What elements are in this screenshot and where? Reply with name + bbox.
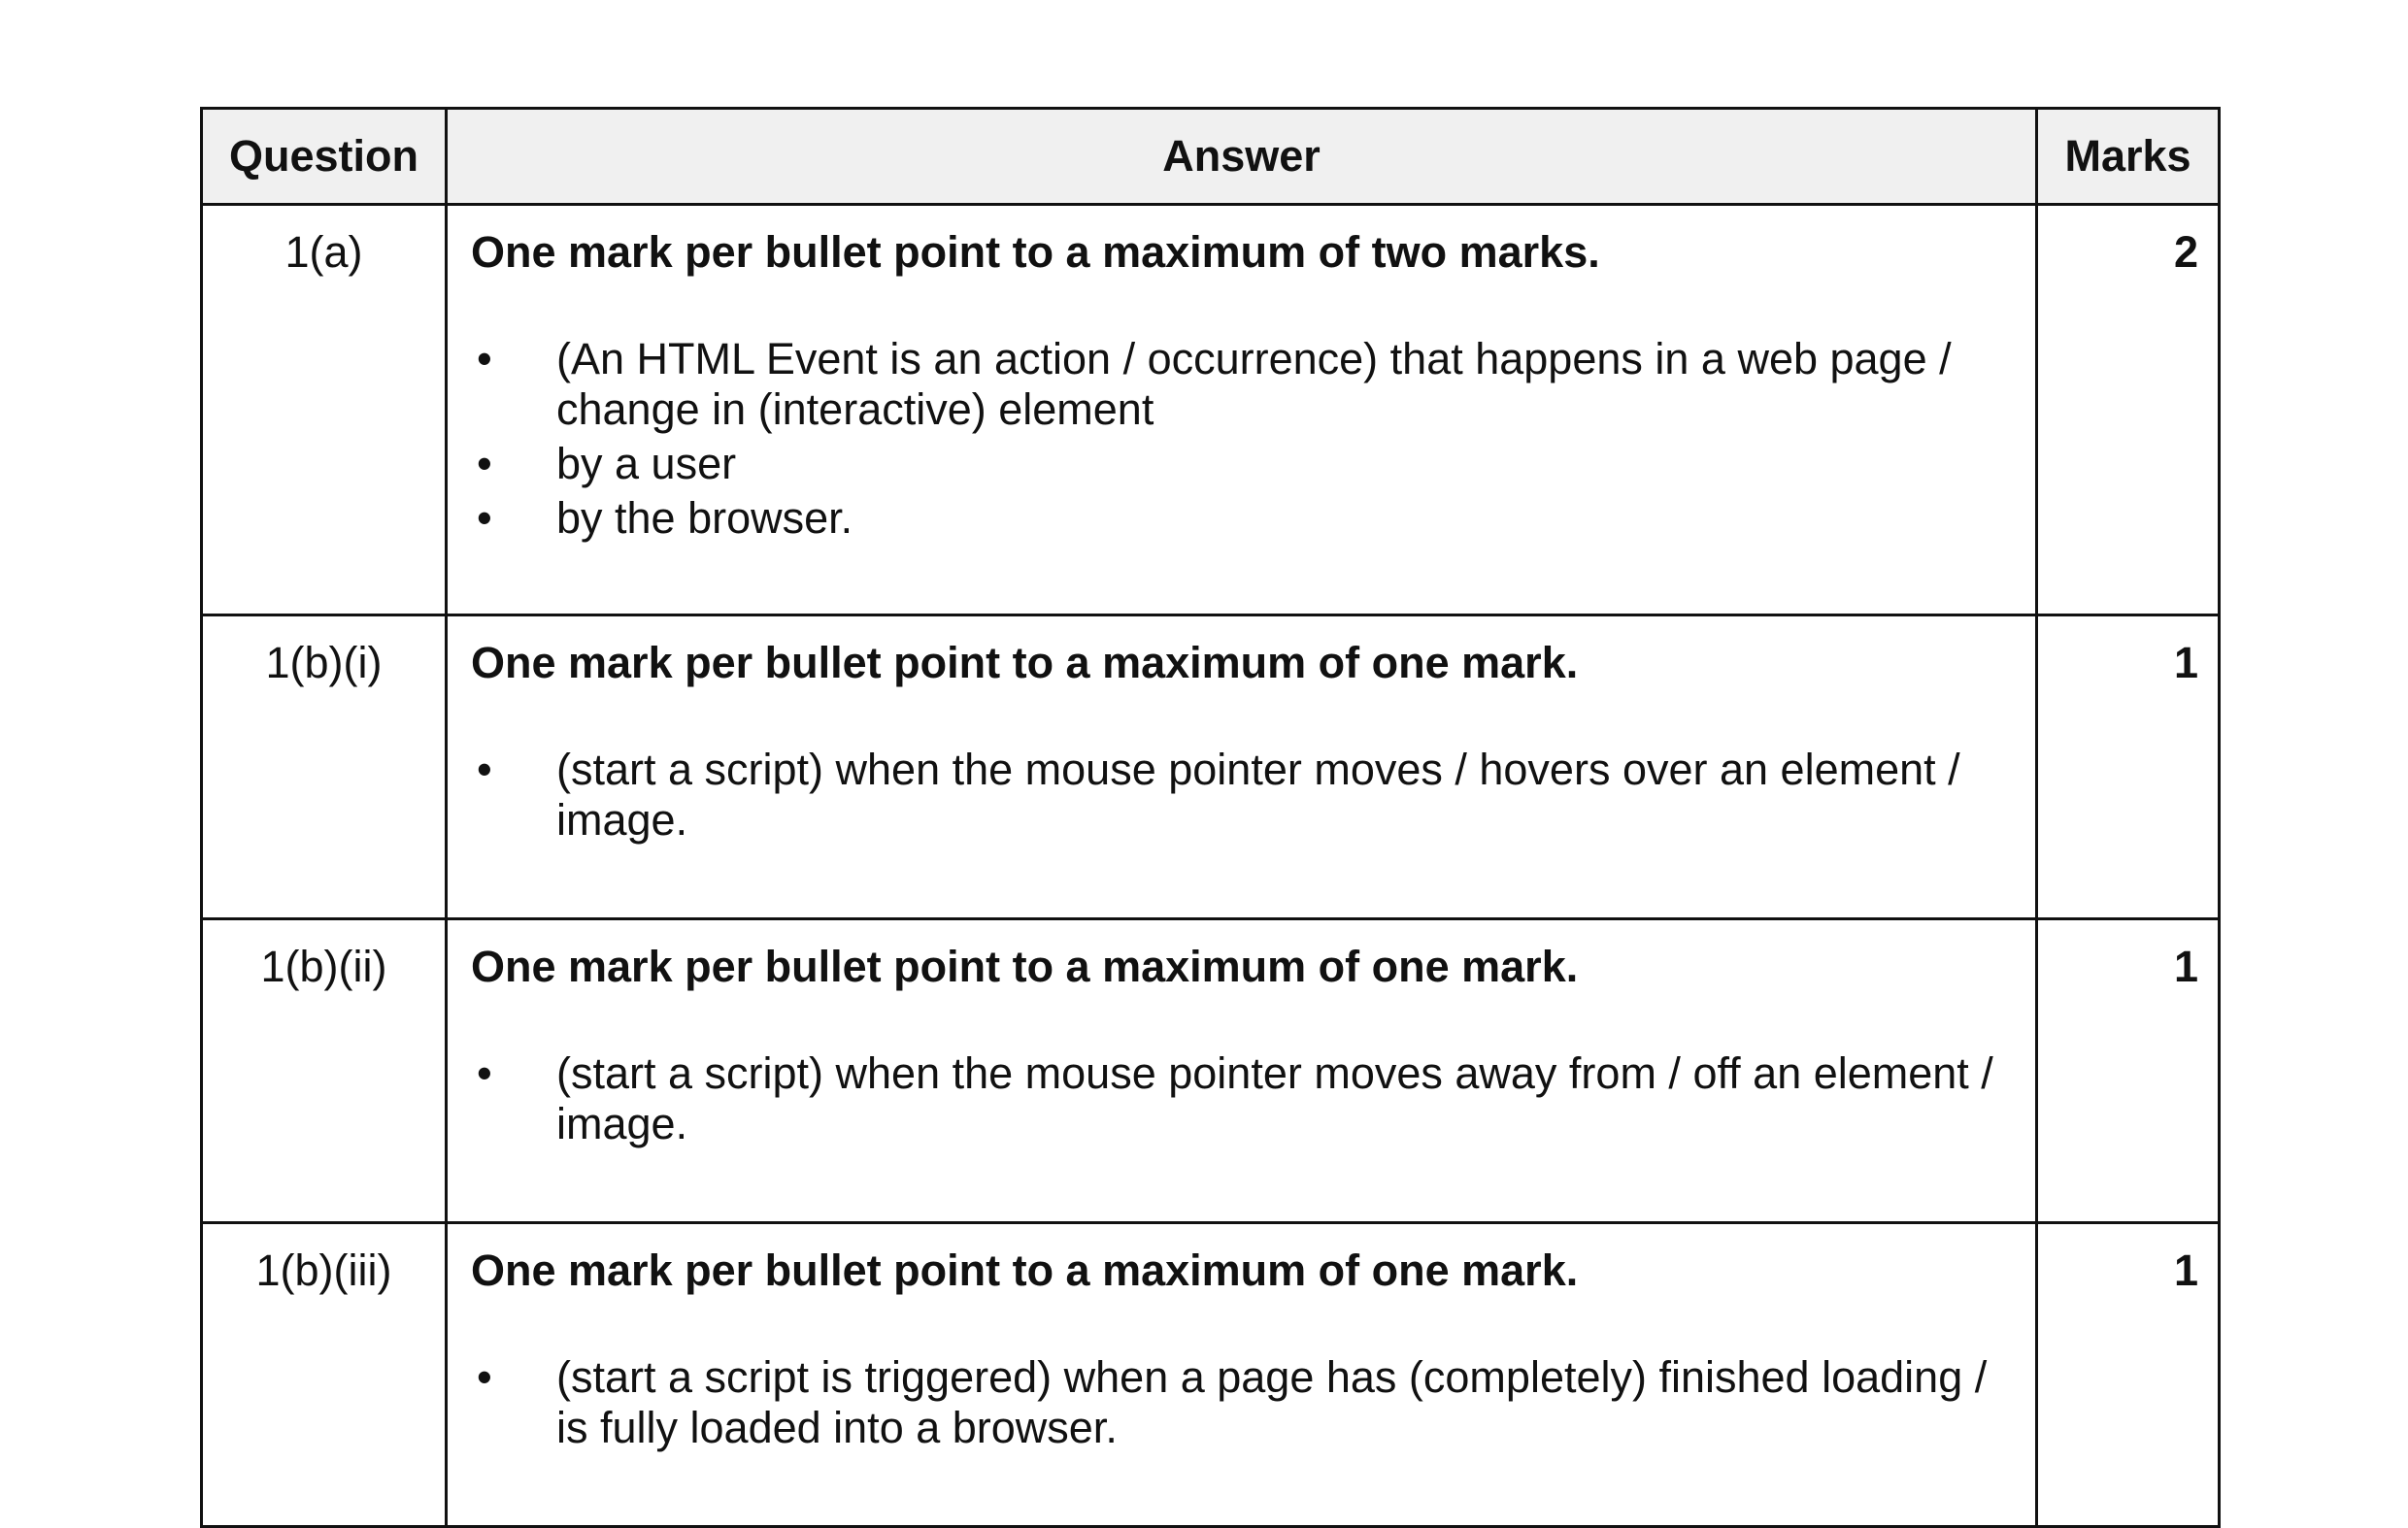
- marks-value: 1: [2037, 615, 2220, 919]
- answer-cell: [447, 1223, 2037, 1527]
- bullet-item: [471, 1048, 2012, 1149]
- bullet-item: [471, 334, 2012, 435]
- bullet-list: [471, 745, 2012, 846]
- answer-lead: One mark per bullet point to a maximum of two marks.: [471, 227, 1600, 277]
- bullet-list: [471, 1048, 2012, 1149]
- question-number: 1(b)(iii): [202, 1223, 447, 1527]
- table-row: [202, 205, 2220, 615]
- answer-lead: One mark per bullet point to a maximum of one mark.: [471, 1246, 1579, 1295]
- header-question: Question: [202, 109, 447, 205]
- table-row: [202, 615, 2220, 919]
- bullet-icon: •: [477, 439, 492, 488]
- marks-value: 1: [2037, 919, 2220, 1223]
- answer-cell: [447, 615, 2037, 919]
- bullet-icon: •: [477, 745, 492, 794]
- header-marks: Marks: [2037, 109, 2220, 205]
- bullet-list: [471, 334, 2012, 544]
- bullet-text: by a user: [556, 439, 737, 488]
- answer-cell: [447, 919, 2037, 1223]
- bullet-text: (start a script) when the mouse pointer moves / hovers over an element / image.: [556, 745, 1960, 845]
- bullet-text: (An HTML Event is an action / occurrence) that happens in a web page / change in (interactive) element: [556, 334, 1952, 434]
- bullet-icon: •: [477, 493, 492, 543]
- mark-scheme-table: [200, 107, 2221, 1528]
- bullet-item: [471, 439, 2012, 489]
- question-number: 1(b)(ii): [202, 919, 447, 1223]
- answer-cell: [447, 205, 2037, 615]
- bullet-text: by the browser.: [556, 493, 853, 543]
- bullet-icon: •: [477, 1352, 492, 1402]
- header-row: [202, 109, 2220, 205]
- bullet-text: (start a script) when the mouse pointer moves away from / off an element / image.: [556, 1048, 1993, 1148]
- bullet-list: [471, 1352, 2012, 1453]
- bullet-icon: •: [477, 334, 492, 383]
- bullet-item: [471, 1352, 2012, 1453]
- header-answer: Answer: [447, 109, 2037, 205]
- marks-value: 2: [2037, 205, 2220, 615]
- bullet-icon: •: [477, 1048, 492, 1098]
- table-row: [202, 1223, 2220, 1527]
- answer-lead: One mark per bullet point to a maximum of one mark.: [471, 942, 1579, 991]
- table-row: [202, 919, 2220, 1223]
- question-number: 1(a): [202, 205, 447, 615]
- bullet-item: [471, 493, 2012, 544]
- question-number: 1(b)(i): [202, 615, 447, 919]
- bullet-text: (start a script is triggered) when a page has (completely) finished loading / is fully loaded into a browser.: [556, 1352, 1988, 1452]
- answer-lead: One mark per bullet point to a maximum of one mark.: [471, 638, 1579, 687]
- marks-value: 1: [2037, 1223, 2220, 1527]
- bullet-item: [471, 745, 2012, 846]
